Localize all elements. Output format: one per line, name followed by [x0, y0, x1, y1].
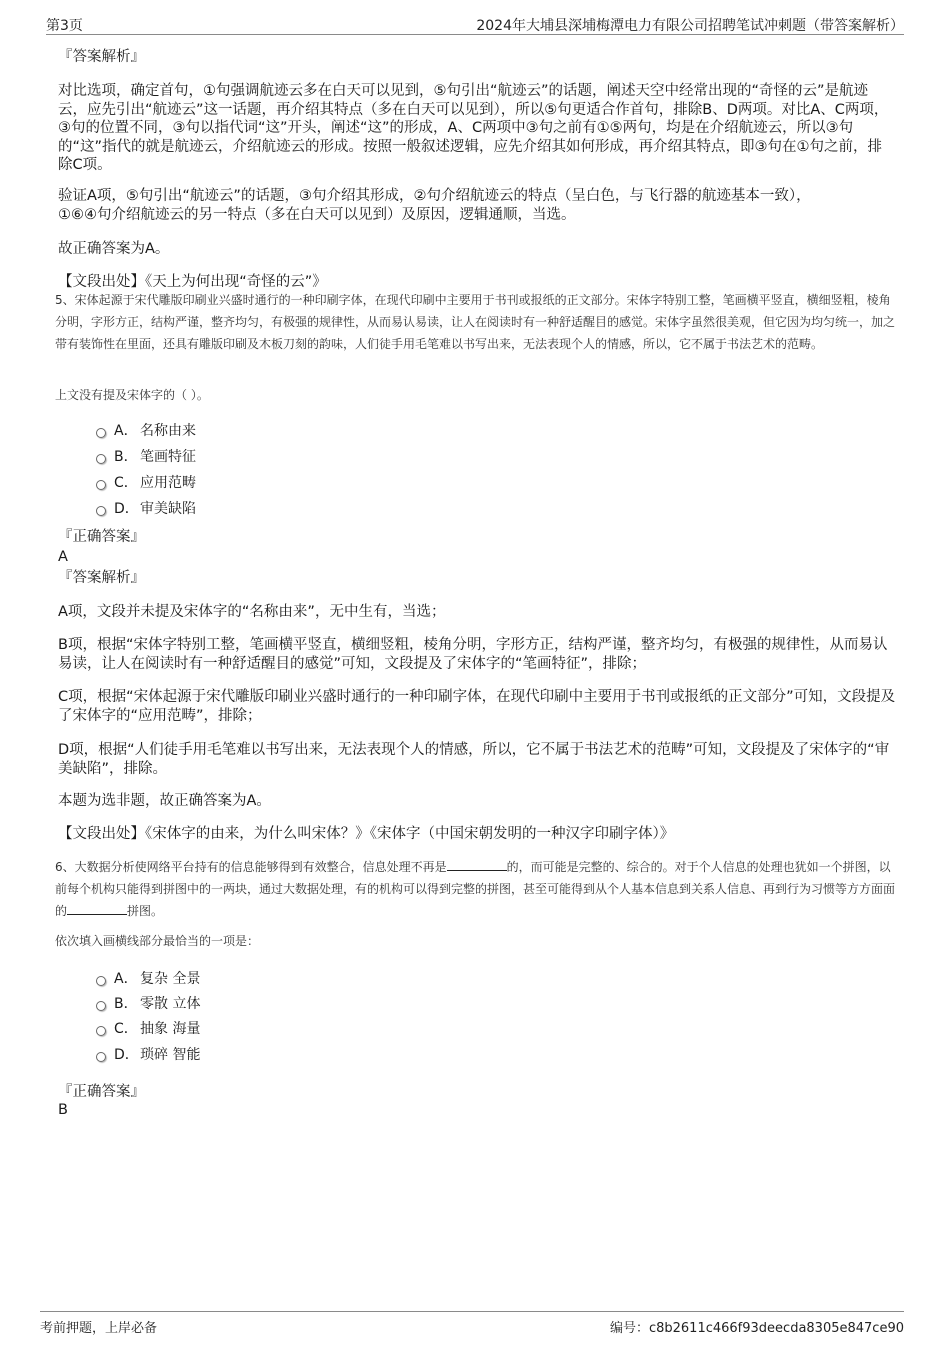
correct-answer-label: 『正确答案』: [58, 1084, 145, 1100]
fill-blank: [67, 902, 127, 915]
option-a[interactable]: A． 复杂 全景: [96, 969, 200, 989]
fill-blank: [447, 858, 507, 871]
document-id: 编号：c8b2611c466f93deecda8305e847ce90: [609, 1321, 904, 1336]
analysis-paragraph: 对比选项，确定首句，①句强调航迹云多在白天可以见到，⑤句引出“航迹云”的话题，阐述天空中经常出现的“奇怪的云”是航迹云，应先引出“航迹云”这一话题，再介绍其特点（多在白天可以见到），所以⑤句更适合作首句，排除B、D两项。对比A、C两项，③句的位置不同，③句以指代词“这”开头，阐述“这”的形成，A、C两项中③句之前有①⑤两句，均是在介绍航迹云，所以③句的“这”指代的就是航迹云，介绍航迹云的形成。按照一般叙述逻辑，应先介绍其如何形成，再介绍其特点，即③句在①句之前，排除C项。: [58, 83, 889, 173]
analysis-paragraph: B项，根据“宋体字特别工整，笔画横平竖直，横细竖粗，棱角分明，字形方正，结构严谨，整齐均匀，有极强的规律性，从而易认易读，让人在阅读时有一种舒适醒目的感觉”可知，文段提及了宋体字的“笔画特征”，排除；: [58, 637, 888, 672]
radio-button[interactable]: [96, 506, 106, 516]
question-stem: 6、大数据分析使网络平台持有的信息能够得到有效整合，信息处理不再是 的，而可能是完整的、综合的。对于个人信息的处理也犹如一个拼图，以前每个机构只能得到拼图中的一两块，通过大数据处理，有的机构可以得到完整的拼图，甚至可能得到从个人基本信息到关系人信息、再到行为习惯等方方面面的 拼图。: [55, 860, 896, 918]
analysis-paragraph: A项，文段并未提及宋体字的“名称由来”，无中生有，当选；: [58, 604, 446, 620]
option-c[interactable]: C． 应用范畴: [96, 473, 196, 493]
question-prompt: 上文没有提及宋体字的（ ）。: [55, 388, 209, 402]
analysis-paragraph: D项，根据“人们徒手用毛笔难以书写出来，无法表现个人的情感，所以，它不属于书法艺术的范畴”可知，文段提及了宋体字的“审美缺陷”，排除。: [58, 742, 890, 777]
correct-answer-label: 『正确答案』: [58, 529, 145, 545]
question-stem: 5、宋体起源于宋代雕版印刷业兴盛时通行的一种印刷字体，在现代印刷中主要用于书刊或报纸的正文部分。宋体字特别工整，笔画横平竖直，横细竖粗，棱角分明，字形方正，结构严谨，整齐均匀，有极强的规律性，从而易认易读，让人在阅读时有一种舒适醒目的感觉。宋体字虽然很美观，但它因为均匀统一，加之带有装饰性在里面，还具有雕版印刷及木板刀刻的韵味，人们徒手用毛笔难以书写出来，无法表现个人的情感，所以，它不属于书法艺术的范畴。: [55, 293, 896, 351]
radio-button[interactable]: [96, 1001, 106, 1011]
source-citation: 【文段出处】《天上为何出现“奇怪的云”》: [58, 274, 327, 290]
page-header: [46, 10, 904, 35]
correct-answer: A: [58, 549, 68, 565]
conclusion: 本题为选非题，故正确答案为A。: [58, 793, 271, 809]
analysis-label: 『答案解析』: [58, 49, 145, 65]
analysis-label: 『答案解析』: [58, 570, 145, 586]
analysis-paragraph: C项，根据“宋体起源于宋代雕版印刷业兴盛时通行的一种印刷字体，在现代印刷中主要用于书刊或报纸的正文部分”可知，文段提及了宋体字的“应用范畴”，排除；: [58, 689, 896, 724]
footer-slogan: 考前押题，上岸必备: [40, 1321, 158, 1336]
document-title: 2024年大埔县深埔梅潭电力有限公司招聘笔试冲刺题（带答案解析）: [476, 18, 904, 34]
radio-button[interactable]: [96, 1026, 106, 1036]
option-d[interactable]: D． 琐碎 智能: [96, 1045, 200, 1065]
radio-button[interactable]: [96, 976, 106, 986]
option-b[interactable]: B． 零散 立体: [96, 994, 200, 1014]
radio-button[interactable]: [96, 480, 106, 490]
correct-answer: B: [58, 1102, 68, 1118]
question-prompt: 依次填入画横线部分最恰当的一项是：: [55, 934, 260, 948]
option-b[interactable]: B． 笔画特征: [96, 447, 196, 467]
page-number: 第3页: [46, 18, 83, 34]
conclusion: 故正确答案为A。: [58, 241, 170, 257]
option-c[interactable]: C． 抽象 海量: [96, 1019, 200, 1039]
source-citation: 【文段出处】《宋体字的由来，为什么叫宋体？》《宋体字（中国宋朝发明的一种汉字印刷字体）》: [58, 826, 675, 842]
radio-button[interactable]: [96, 428, 106, 438]
radio-button[interactable]: [96, 1052, 106, 1062]
option-a[interactable]: A． 名称由来: [96, 421, 196, 441]
analysis-paragraph: 验证A项，⑤句引出“航迹云”的话题，③句介绍其形成，②句介绍航迹云的特点（呈白色，与飞行器的航迹基本一致），①⑥④句介绍航迹云的另一特点（多在白天可以见到）及原因，逻辑通顺，当选。: [58, 188, 811, 223]
option-d[interactable]: D． 审美缺陷: [96, 499, 196, 519]
page-footer: [40, 1311, 904, 1338]
radio-button[interactable]: [96, 454, 106, 464]
